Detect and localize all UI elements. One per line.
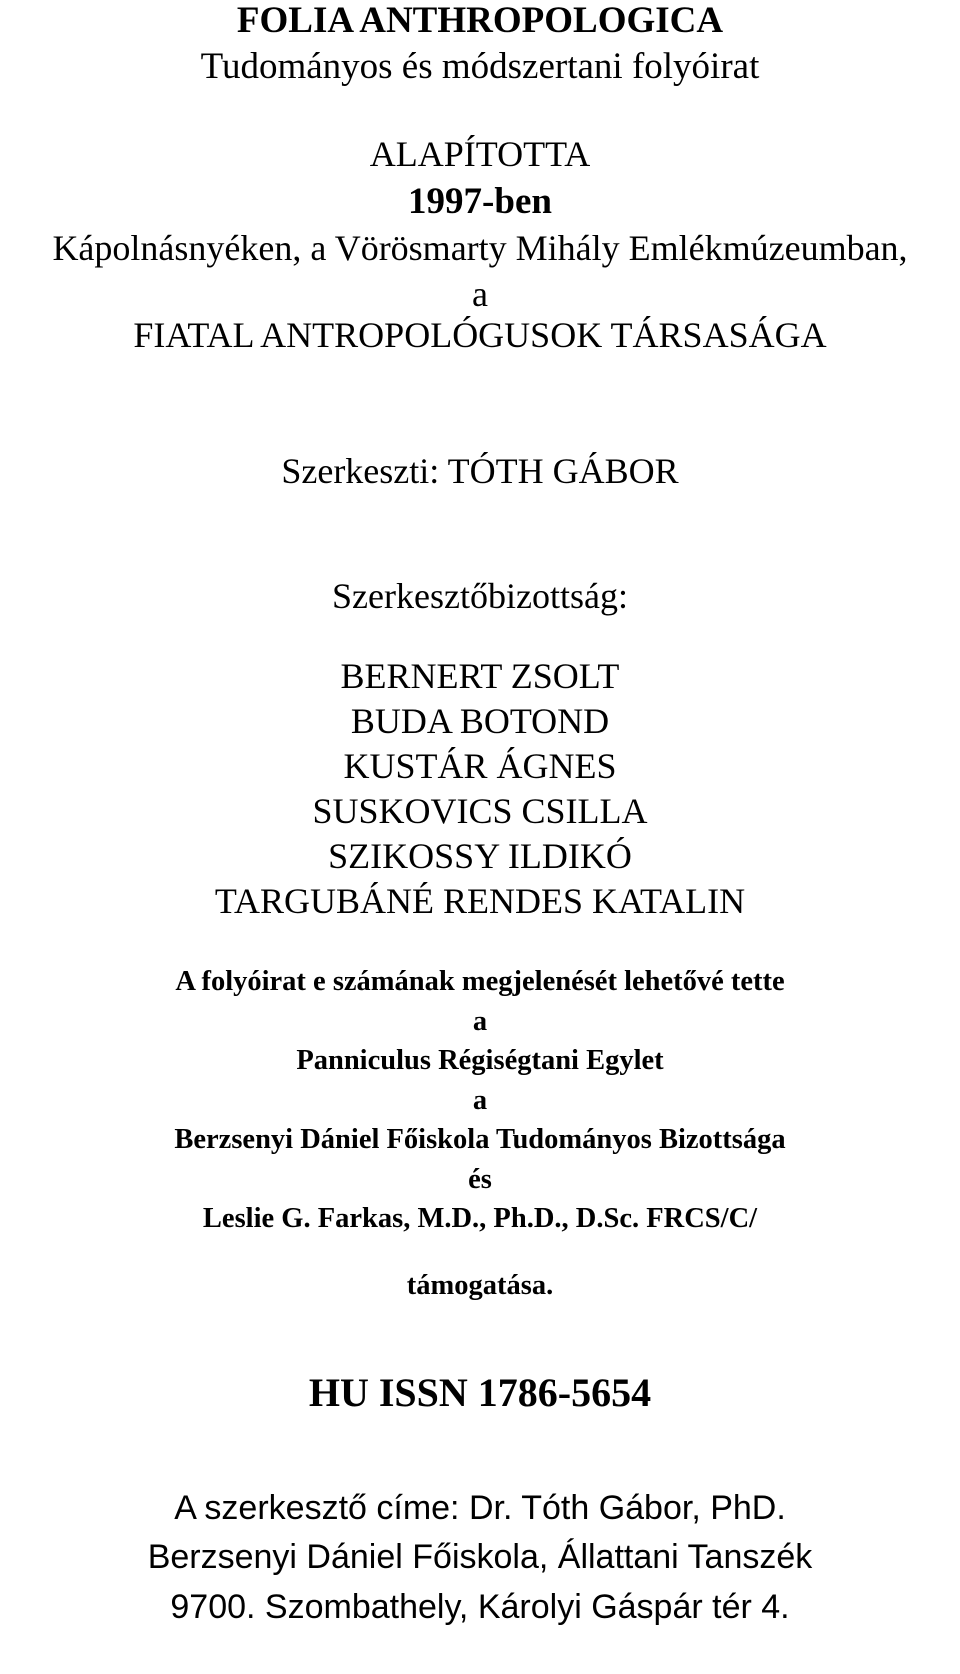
board-member: BERNERT ZSOLT	[340, 656, 620, 696]
editorial-board-heading: Szerkesztőbizottság:	[332, 576, 628, 616]
founded-connector: a	[472, 274, 488, 314]
board-member: KUSTÁR ÁGNES	[343, 746, 617, 786]
support-closing: támogatása.	[406, 1270, 554, 1301]
support-connector: a	[472, 1085, 488, 1116]
board-member: SZIKOSSY ILDIKÓ	[328, 836, 632, 876]
editor-address-line: A szerkesztő címe: Dr. Tóth Gábor, PhD.	[174, 1489, 786, 1527]
support-connector: és	[468, 1164, 492, 1195]
founding-society: FIATAL ANTROPOLÓGUSOK TÁRSASÁGA	[133, 315, 827, 355]
support-organization: Panniculus Régiségtani Egylet	[296, 1045, 664, 1076]
board-member: BUDA BOTOND	[350, 701, 610, 741]
journal-title: FOLIA ANTHROPOLOGICA	[236, 0, 724, 41]
founded-place: Kápolnásnyéken, a Vörösmarty Mihály Emlékmúzeumban,	[52, 228, 908, 268]
founded-label: ALAPÍTOTTA	[369, 134, 591, 174]
founded-year: 1997-ben	[408, 181, 552, 222]
issn: HU ISSN 1786-5654	[308, 1370, 652, 1415]
board-member: TARGUBÁNÉ RENDES KATALIN	[214, 881, 746, 921]
support-organization: Berzsenyi Dániel Főiskola Tudományos Bizottsága	[174, 1124, 786, 1155]
journal-subtitle: Tudományos és módszertani folyóirat	[200, 46, 760, 87]
board-member: SUSKOVICS CSILLA	[312, 791, 648, 831]
editor-line: Szerkeszti: TÓTH GÁBOR	[281, 451, 679, 491]
support-person: Leslie G. Farkas, M.D., Ph.D., D.Sc. FRCS/C/	[202, 1203, 758, 1234]
support-connector: a	[472, 1006, 488, 1037]
editor-address-line: 9700. Szombathely, Károlyi Gáspár tér 4.	[170, 1588, 790, 1626]
support-intro: A folyóirat e számának megjelenését lehetővé tette	[175, 966, 785, 997]
editor-address-line: Berzsenyi Dániel Főiskola, Állattani Tanszék	[147, 1538, 813, 1576]
